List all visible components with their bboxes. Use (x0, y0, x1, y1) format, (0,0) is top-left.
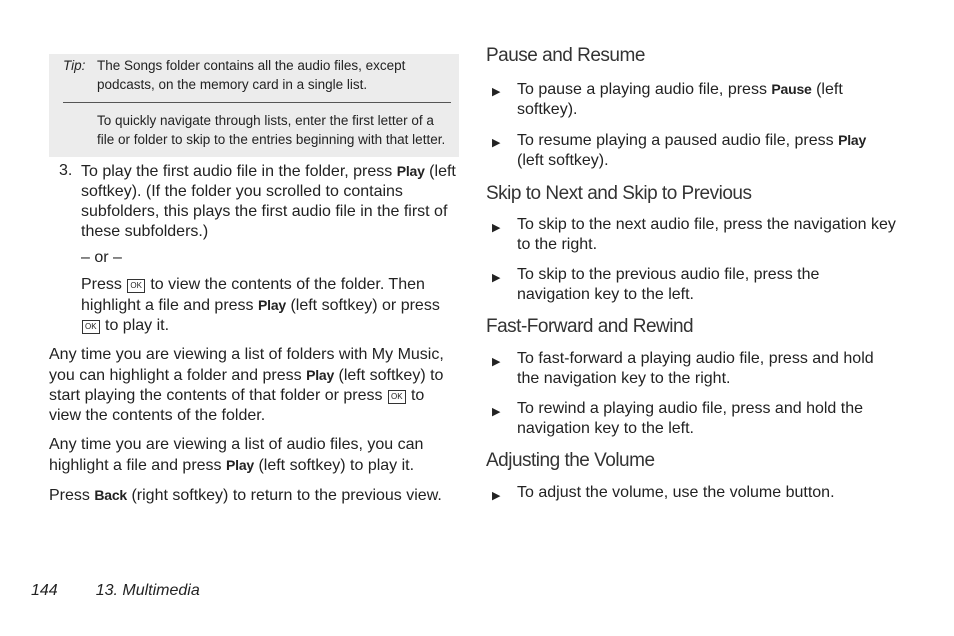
arrow-bullet-icon: ▶ (492, 490, 501, 502)
play-key: Play (396, 163, 425, 179)
play-key: Play (838, 132, 867, 148)
step-text-a: To play the first audio file in the folder, press (81, 163, 397, 180)
arrow-bullet-icon: ▶ (492, 356, 501, 368)
play-key: Play (258, 297, 286, 313)
arrow-bullet-icon: ▶ (492, 137, 501, 149)
right-column (486, 44, 896, 503)
tip-divider (63, 102, 451, 103)
step-text-b: (left softkey). (If the folder you scrolled to contains subfolders, this plays the first audio file in the first of these subfolders.) (81, 163, 456, 240)
p3-text-b: (right softkey) to return to the previous view. (127, 487, 442, 504)
bullet-resume (486, 130, 896, 171)
paragraph-back (49, 485, 459, 506)
play-key: Play (226, 457, 254, 473)
heading-ff-rewind: Fast-Forward and Rewind (486, 316, 694, 337)
p1-text-a: Any time you are viewing a list of folders with My Music, you can highlight a folder and press (49, 346, 444, 384)
bullet-skip-next (486, 215, 896, 255)
p3-text-a: Press (49, 487, 95, 504)
p1-text-b: (left softkey) to start playing the contents of that folder or press (49, 367, 444, 404)
paragraph-files (49, 435, 459, 476)
tip-row (63, 56, 451, 94)
arrow-bullet-icon: ▶ (492, 406, 501, 418)
press-text-a: Press (81, 276, 127, 293)
press-text-c: (left softkey) or press (286, 297, 440, 314)
back-key: Back (94, 487, 128, 503)
bullet-text: To resume playing a paused audio file, press (517, 132, 839, 149)
ok-key-icon: OK (82, 320, 100, 334)
bullet-text: To adjust the volume, use the volume button. (517, 484, 835, 501)
p2-text-b: (left softkey) to play it. (254, 457, 415, 474)
ok-key-icon: OK (388, 390, 406, 404)
page-footer (31, 582, 238, 600)
chapter-title: 13. Multimedia (95, 582, 200, 599)
bullet-text: To skip to the previous audio file, press the navigation key to the left. (517, 266, 820, 303)
press-text-d: to play it. (100, 317, 170, 334)
tip-text-1: The Songs folder contains all the audio files, except podcasts, on the memory card in a single list. (97, 58, 406, 92)
bullet-text: To fast-forward a playing audio file, press and hold the navigation key to the right. (517, 350, 874, 387)
step-number: 3. (59, 162, 73, 179)
press-text-b: to view the contents of the folder. Then highlight a file and press (81, 276, 425, 314)
p1-text-c: to view the contents of the folder. (49, 387, 425, 424)
heading-volume: Adjusting the Volume (486, 450, 655, 471)
page-number: 144 (31, 582, 58, 599)
paragraph-folders (49, 345, 459, 426)
bullet-volume (486, 483, 896, 503)
tip-label: Tip: (63, 58, 86, 73)
bullet-pause (486, 79, 896, 120)
heading-pause-resume: Pause and Resume (486, 45, 645, 66)
heading-skip: Skip to Next and Skip to Previous (486, 183, 752, 204)
tip-box (49, 54, 459, 157)
left-column (49, 54, 459, 506)
arrow-bullet-icon: ▶ (492, 86, 501, 98)
bullet-text: (left softkey). (517, 81, 843, 118)
pause-key: Pause (771, 81, 812, 97)
or-separator: – or – (81, 249, 122, 266)
play-key: Play (306, 367, 335, 383)
step-3 (49, 161, 459, 336)
arrow-bullet-icon: ▶ (492, 272, 501, 284)
bullet-text: To rewind a playing audio file, press and hold the navigation key to the left. (517, 400, 863, 437)
bullet-text: (left softkey). (517, 152, 609, 169)
bullet-rewind (486, 399, 896, 439)
bullet-skip-prev (486, 265, 896, 305)
bullet-text: To skip to the next audio file, press the navigation key to the right. (517, 216, 896, 253)
bullet-text: To pause a playing audio file, press (517, 81, 772, 98)
ok-key-icon: OK (127, 279, 145, 293)
arrow-bullet-icon: ▶ (492, 222, 501, 234)
tip-text-2: To quickly navigate through lists, enter the first letter of a file or folder to skip to the entries beginning with that letter. (97, 113, 446, 147)
p2-text-a: Any time you are viewing a list of audio files, you can highlight a file and press (49, 436, 424, 474)
bullet-fast-forward (486, 349, 896, 389)
